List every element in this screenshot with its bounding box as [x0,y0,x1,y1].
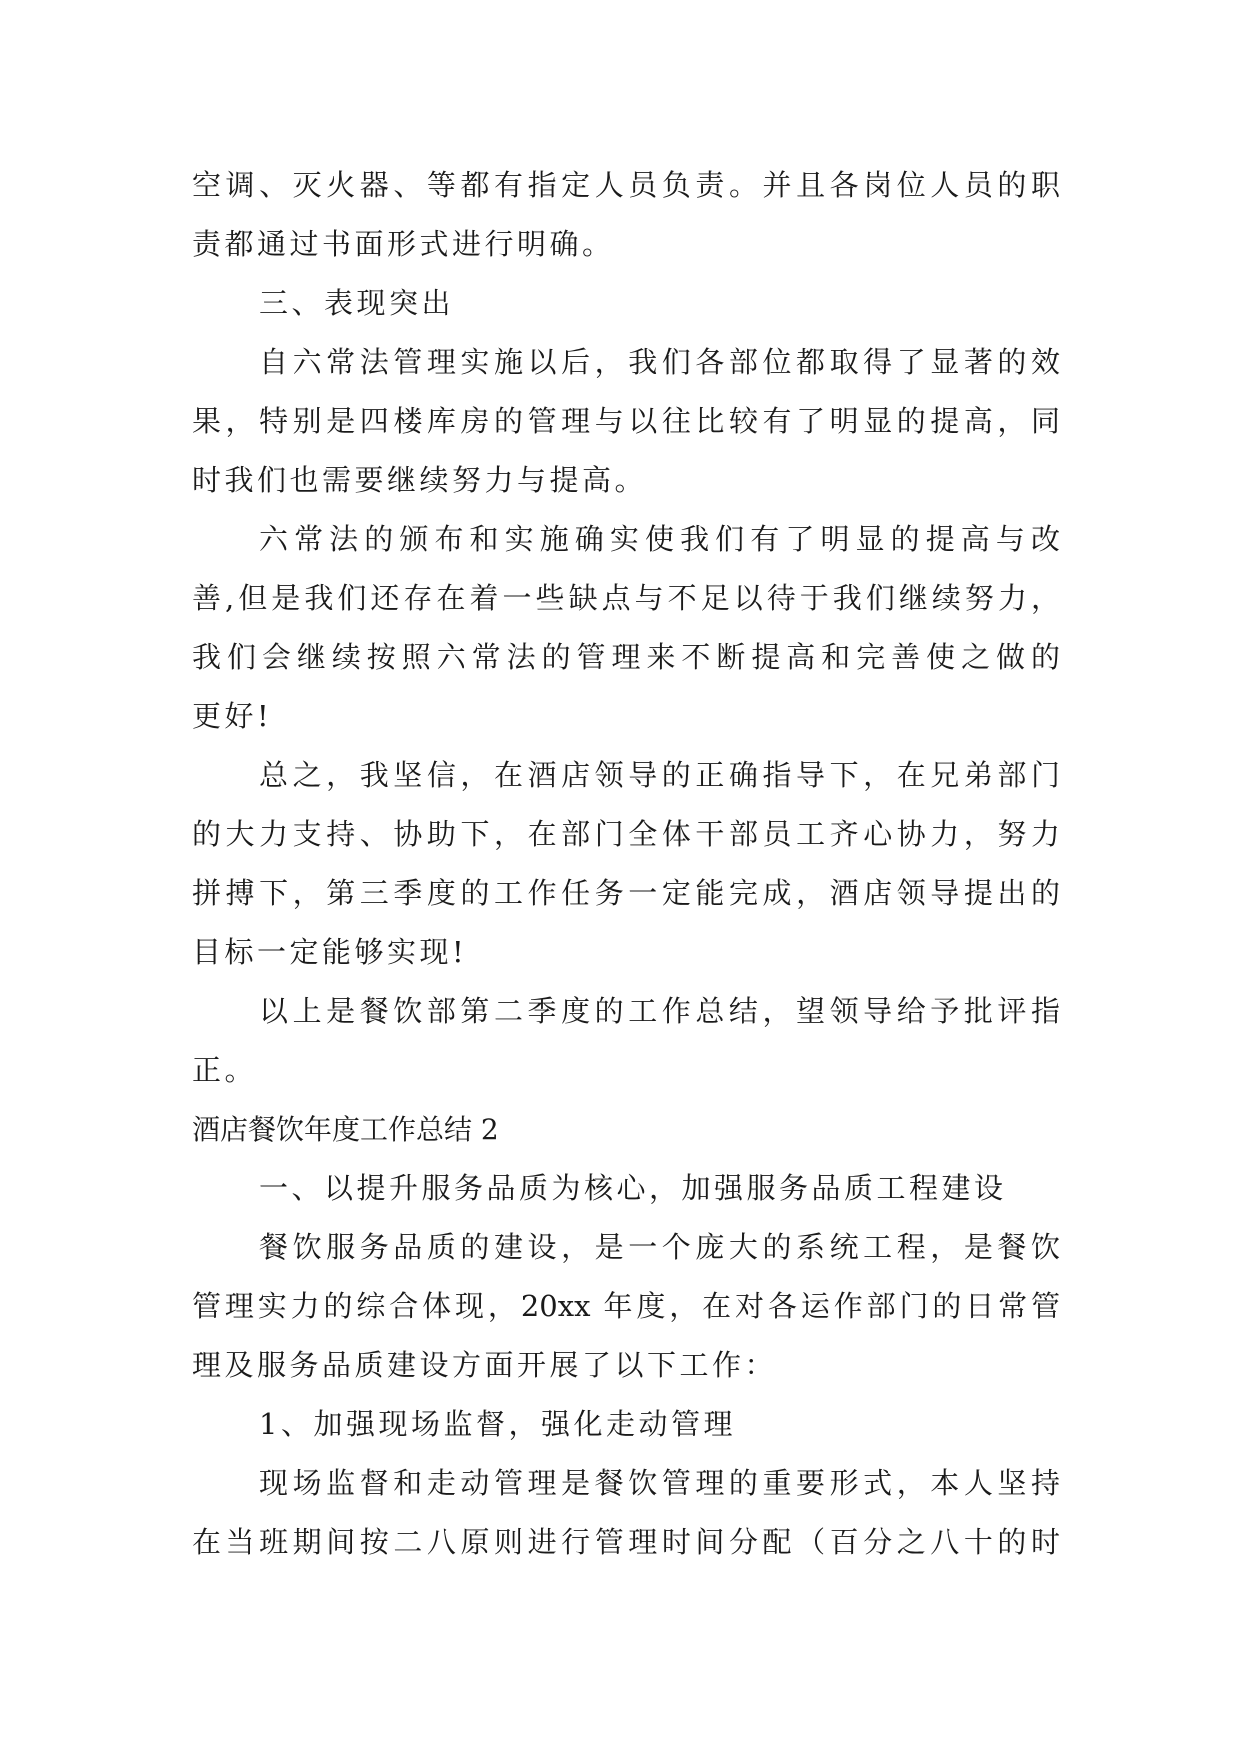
document-body [192,156,1060,1572]
text-line: 餐饮服务品质的建设，是一个庞大的系统工程，是餐饮 [259,1230,1060,1264]
text-line: 六常法的颁布和实施确实使我们有了明显的提高与改 [259,522,1060,556]
text-line: 三、表现突出 [259,286,455,320]
text-line: 目标一定能够实现! [192,935,468,969]
paragraph [192,333,1060,510]
text-line: 正。 [192,1053,258,1087]
text-line: 在当班期间按二八原则进行管理时间分配（百分之八十的时 [192,1525,1060,1559]
text-line: 拼搏下，第三季度的工作任务一定能完成，酒店领导提出的 [192,876,1060,910]
text-line: 更好! [192,699,273,733]
paragraph [192,510,1060,746]
text-line: 酒店餐饮年度工作总结 2 [192,1113,499,1146]
text-line: 现场监督和走动管理是餐饮管理的重要形式，本人坚持 [259,1466,1060,1500]
paragraph [192,746,1060,982]
text-line: 总之，我坚信，在酒店领导的正确指导下，在兄弟部门 [259,758,1060,792]
text-line: 管理实力的综合体现，20xx 年度，在对各运作部门的日常管 [192,1289,1060,1323]
document-title [192,1100,1060,1159]
text-line: 自六常法管理实施以后，我们各部位都取得了显著的效 [259,345,1060,379]
text-line: 果，特别是四楼库房的管理与以往比较有了明显的提高，同 [192,404,1060,438]
text-line: 1、加强现场监督，强化走动管理 [259,1407,736,1441]
paragraph [192,1218,1060,1395]
paragraph [192,156,1060,274]
paragraph [192,1454,1060,1572]
text-line: 空调、灭火器、等都有指定人员负责。并且各岗位人员的职 [192,168,1060,202]
text-line: 责都通过书面形式进行明确。 [192,227,615,261]
section-heading [192,274,1060,333]
text-line: 的大力支持、协助下，在部门全体干部员工齐心协力，努力 [192,817,1060,851]
section-heading [192,1159,1060,1218]
text-line: 我们会继续按照六常法的管理来不断提高和完善使之做的 [192,640,1060,674]
text-line: 理及服务品质建设方面开展了以下工作： [192,1348,778,1382]
subsection-heading [192,1395,1060,1454]
text-line: 善,但是我们还存在着一些缺点与不足以待于我们继续努力， [192,581,1060,615]
text-line: 时我们也需要继续努力与提高。 [192,463,648,497]
paragraph [192,982,1060,1100]
text-line: 一、以提升服务品质为核心，加强服务品质工程建设 [259,1171,1007,1205]
text-line: 以上是餐饮部第二季度的工作总结，望领导给予批评指 [259,994,1060,1028]
